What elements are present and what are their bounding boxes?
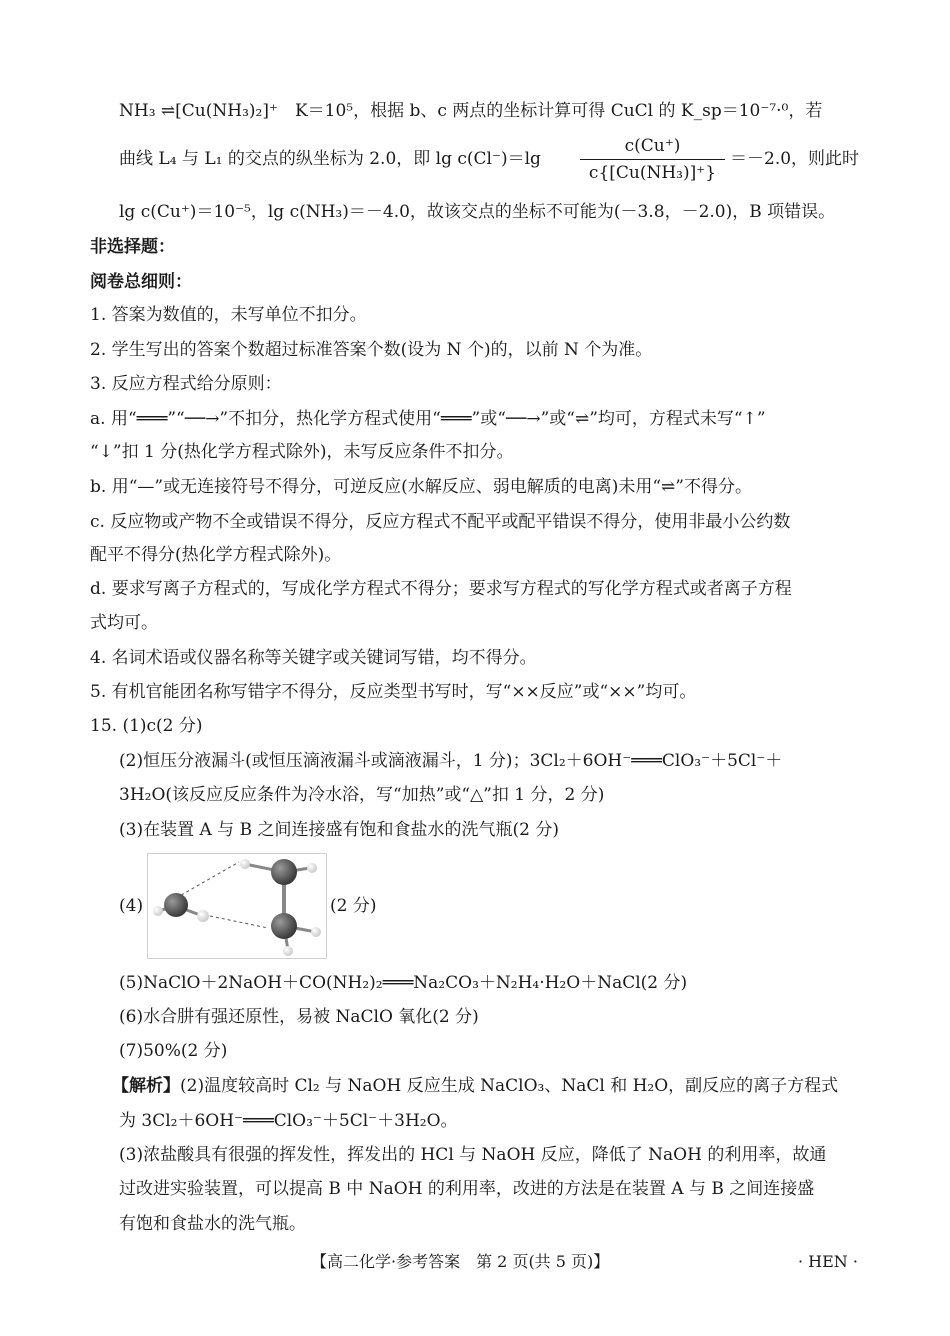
hydrogen-bond-model: [148, 854, 326, 958]
hydrogen-atom: [307, 863, 317, 873]
answer-15-4-score: (2 分): [330, 896, 377, 916]
hydrogen-atom: [240, 859, 250, 869]
rule-3: 3. 反应方程式给分原则：: [90, 374, 282, 394]
answer-15-2-line-1: (2)恒压分液漏斗(或恒压滴液漏斗或滴液漏斗，1 分)；3Cl₂＋6OH⁻═══ClO₃⁻＋5Cl⁻＋: [119, 751, 783, 771]
explanation-3-line-2: 过改进实验装置，可以提高 B 中 NaOH 的利用率，改进的方法是在装置 A 与 B 之间连接盛: [119, 1179, 815, 1199]
hydrogen-atom: [311, 927, 321, 937]
answer-15-7: (7)50%(2 分): [119, 1041, 228, 1061]
rule-2: 2. 学生写出的答案个数超过标准答案个数(设为 N 个)的，以前 N 个为准。: [90, 340, 653, 360]
oxygen-atom: [164, 893, 188, 917]
answer-15-5: (5)NaClO＋2NaOH＋CO(NH₂)₂═══Na₂CO₃＋N₂H₄·H₂O＋NaCl(2 分): [119, 973, 688, 993]
rule-3d-line-2: 式均可。: [90, 613, 158, 633]
nitrogen-atom: [271, 859, 297, 885]
text-line-3: lg c(Cu⁺)＝10⁻⁵，lg c(NH₃)＝－4.0，故该交点的坐标不可能为(－3.8，－2.0)，B 项错误。: [119, 202, 836, 222]
explanation-2-line-2: 为 3Cl₂＋6OH⁻═══ClO₃⁻＋5Cl⁻＋3H₂O。: [119, 1111, 458, 1131]
rule-3b: b. 用“—”或无连接符号不得分，可逆反应(水解反应、弱电解质的电离)未用“⇌”不得分。: [90, 477, 752, 497]
hydrogen-bond-line: [176, 862, 239, 898]
rule-3a-line-1: a. 用“═══”“──→”不扣分，热化学方程式使用“═══”或“──→”或“⇌”均可，方程式未写“↑”: [90, 409, 766, 429]
rule-3c-line-2: 配平不得分(热化学方程式除外)。: [90, 545, 342, 565]
text-line-2a: 曲线 L₄ 与 L₁ 的交点的纵坐标为 2.0，即 lg c(Cl⁻)＝lg: [119, 149, 541, 169]
answer-15-3: (3)在装置 A 与 B 之间连接盛有饱和食盐水的洗气瓶(2 分): [119, 820, 559, 840]
text-line-1: NH₃ ⇌[Cu(NH₃)₂]⁺ K＝10⁵，根据 b、c 两点的坐标计算可得 CuCl 的 K_sp＝10⁻⁷·⁰，若: [119, 101, 823, 121]
fraction-denominator: c{[Cu(NH₃)]⁺}: [588, 163, 717, 183]
explanation-3-line-3: 有饱和食盐水的洗气瓶。: [119, 1214, 306, 1234]
hydrogen-atom: [283, 946, 293, 956]
answer-15-4-label: (4): [119, 896, 144, 916]
rule-1: 1. 答案为数值的，未写单位不扣分。: [90, 305, 367, 325]
explanation-3-line-1: (3)浓盐酸具有很强的挥发性，挥发出的 HCl 与 NaOH 反应，降低了 NaOH 的利用率，故通: [119, 1145, 827, 1165]
fraction-bar: [580, 159, 725, 160]
explanation-2-line-1: [112, 1075, 838, 1097]
nitrogen-atom: [271, 913, 297, 939]
rule-3d-line-1: d. 要求写离子方程式的，写成化学方程式不得分；要求写方程式的写化学方程式或者离子方程: [90, 579, 792, 599]
text-line-2b: ＝－2.0，则此时: [730, 149, 860, 169]
answer-15-2-line-2: 3H₂O(该反应反应条件为冷水浴，写“加热”或“△”扣 1 分，2 分): [119, 785, 605, 805]
answer-15-6: (6)水合肼有强还原性，易被 NaClO 氧化(2 分): [119, 1007, 479, 1027]
rule-3c-line-1: c. 反应物或产物不全或错误不得分，反应方程式不配平或配平错误不得分，使用非最小公约数: [90, 512, 791, 532]
molecule-model-image: [147, 853, 327, 959]
explanation-tag: 【解析】: [112, 1076, 180, 1096]
rule-3a-line-2: “↓”扣 1 分(热化学方程式除外)，未写反应条件不扣分。: [90, 442, 514, 462]
heading-grading-rules: 阅卷总细则：: [90, 272, 192, 292]
answer-15-1: 15. (1)c(2 分): [90, 716, 203, 736]
page-footer: 【高二化学·参考答案 第 2 页(共 5 页)】: [311, 1252, 610, 1271]
hydrogen-bond-line: [210, 916, 268, 928]
footer-code: · HEN ·: [798, 1252, 858, 1271]
rule-5: 5. 有机官能团名称写错字不得分，反应类型书写时，写“××反应”或“××”均可。: [90, 682, 697, 702]
hydrogen-atom: [153, 906, 163, 916]
rule-4: 4. 名词术语或仪器名称等关键字或关键词写错，均不得分。: [90, 648, 537, 668]
fraction-numerator: c(Cu⁺): [624, 136, 681, 156]
explanation-2-text: (2)温度较高时 Cl₂ 与 NaOH 反应生成 NaClO₃、NaCl 和 H₂O，副反应的离子方程式: [180, 1076, 839, 1096]
hydrogen-atom: [197, 910, 209, 922]
heading-non-choice: 非选择题：: [90, 237, 175, 257]
